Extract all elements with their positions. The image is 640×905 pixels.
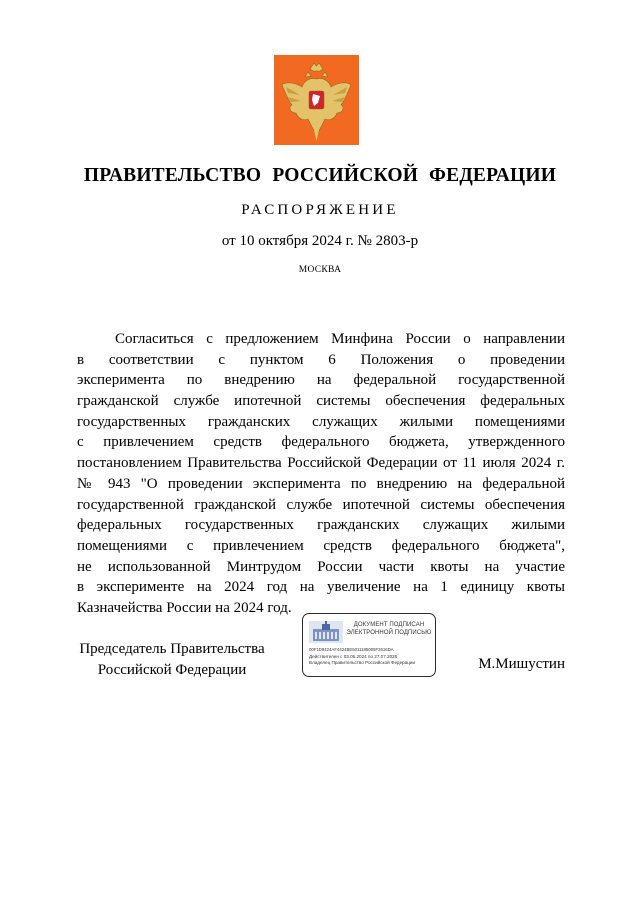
stamp-header-line1: ДОКУМЕНТ ПОДПИСАН	[353, 622, 425, 628]
russian-coat-of-arms-icon	[274, 55, 359, 145]
body-line: гражданской службе ипотечной системы обеспечения федеральных	[77, 393, 565, 410]
document-date-number: от 10 октября 2024 г. № 2803-р	[221, 233, 419, 249]
stamp-owner: Владелец Правительство Российской Федерации	[309, 660, 416, 665]
body-line: государственной гражданской службе ипотечной системы обеспечения	[77, 496, 565, 513]
body-line: эксперимента по внедрению на федеральной государственной	[77, 372, 565, 389]
body-line: Казначейства России на 2024 год.	[77, 599, 292, 616]
electronic-signature-stamp	[302, 613, 436, 677]
body-line: федеральных государственных гражданских служащих жилыми	[77, 517, 565, 534]
document-type: РАСПОРЯЖЕНИЕ	[241, 202, 399, 218]
body-line: не использованной Минтрудом России части квоты на участие	[77, 558, 565, 575]
coat-of-arms-emblem	[274, 55, 359, 145]
city-label: МОСКВА	[298, 265, 342, 275]
signer-name: М.Мишустин	[478, 656, 565, 672]
body-line: с привлечением средств федерального бюджета, утвержденного	[77, 434, 565, 451]
body-line: Согласиться с предложением Минфина России о направлении	[115, 331, 565, 347]
government-building-icon	[309, 621, 343, 643]
stamp-header-line2: ЭЛЕКТРОННОЙ ПОДПИСЬЮ	[346, 630, 432, 636]
body-line: № 943 "О проведении эксперимента по внедрению на федеральной	[77, 475, 565, 492]
signer-position-line2: Российской Федерации	[97, 661, 247, 678]
government-title: ПРАВИТЕЛЬСТВО РОССИЙСКОЙ ФЕДЕРАЦИИ	[83, 165, 557, 186]
order-body	[77, 329, 565, 619]
signer-position-line1: Председатель Правительства	[79, 641, 265, 657]
body-line: помещениями с привлечением средств федерального бюджета",	[77, 537, 565, 554]
stamp-validity: Действителен с 03.05.2024 по 27.07.2025	[309, 654, 398, 659]
body-line: в эксперименте на 2024 год на увеличение на 1 единицу квоты	[77, 579, 565, 596]
signer-position	[77, 639, 267, 680]
stamp-certificate-number: 00F1D9424AF4424BE5011185005F2616DA	[309, 647, 394, 652]
body-line: в соответствии с пунктом 6 Положения о проведении	[77, 351, 565, 368]
body-line: постановлением Правительства Российской Федерации от 11 июля 2024 г.	[77, 455, 565, 472]
body-line: государственных гражданских служащих жилыми помещениями	[77, 413, 565, 430]
